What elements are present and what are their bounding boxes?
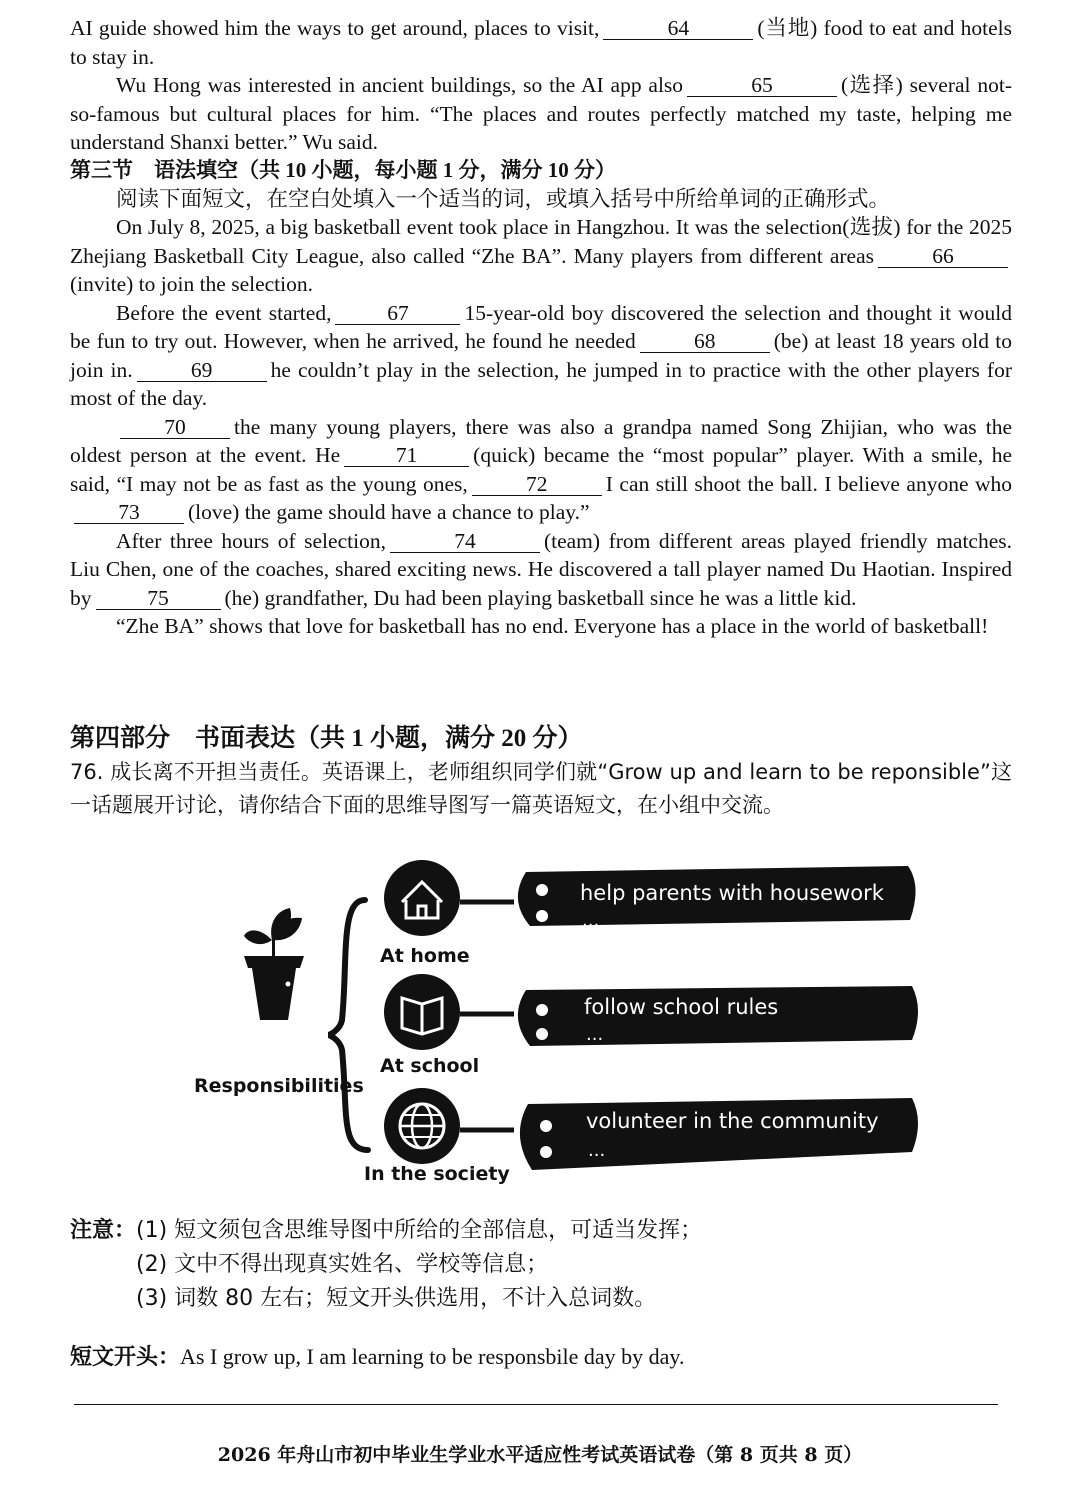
opening-text: As I grow up, I am learning to be responsbile day by day.: [180, 1344, 685, 1369]
blank-64[interactable]: 64: [603, 17, 753, 40]
item-school: follow school rules: [584, 995, 779, 1019]
passage-paragraph-2: Before the event started, 67 15-year-old boy discovered the selection and thought it would be fun to try out. However, when he arrived, he found he needed 68 (be) at least 18 years old to join in. 69 he couldn’t play in the selection, he jumped in to practice with the other players for most of the day.: [70, 300, 1012, 410]
blank-75[interactable]: 75: [96, 587, 221, 610]
branch-at-home: [380, 860, 916, 967]
note-2: (2) 文中不得出现真实姓名、学校等信息；: [136, 1252, 549, 1277]
mind-map-brace: [328, 900, 368, 1150]
blank-67[interactable]: 67: [335, 302, 460, 325]
part-4: [70, 722, 1012, 822]
blank-66[interactable]: 66: [878, 245, 1008, 268]
opening-label: 短文开头：: [70, 1345, 181, 1370]
item-society: volunteer in the community: [586, 1109, 879, 1133]
passage-paragraph-1: On July 8, 2025, a big basketball event took place in Hangzhou. It was the selection(选拔) for the 2025 Zhejiang Basketball City League, also called “Zhe BA”. Many players from different areas 66(invite) to join the selection.: [70, 215, 1012, 296]
section-3-instruction: 阅读下面短文，在空白处填入一个适当的词，或填入括号中所给单词的正确形式。: [116, 186, 891, 211]
writing-line[interactable]: [74, 1404, 998, 1405]
top-paragraph-1: AI guide showed him the ways to get around, places to visit, 64 (当地) food to eat and hotels to stay in.: [70, 16, 1012, 69]
house-icon: [384, 860, 460, 936]
branch-in-society: [364, 1088, 918, 1185]
more-home: ...: [582, 910, 600, 931]
part-4-title: 第四部分 书面表达（共 1 小题，满分 20 分）: [70, 725, 583, 752]
blank-70[interactable]: 70: [120, 416, 230, 439]
page-footer: 2026 年舟山市初中毕业生学业水平适应性考试英语试卷（第 8 页共 8 页）: [217, 1444, 863, 1466]
more-society: ...: [588, 1140, 606, 1161]
section-3-title: 第三节 语法填空（共 10 小题，每小题 1 分，满分 10 分）: [70, 158, 616, 182]
passage-paragraph-4: After three hours of selection, 74 (team) from different areas played friendly matches. Liu Chen, one of the coaches, shared exciting news. He discovered a tall player named Du Haotian. Inspired by 75 (he) grandfather, Du had been playing basketball since he was a little kid.: [70, 528, 1013, 610]
blank-65[interactable]: 65: [687, 74, 837, 97]
note-1: (1) 短文须包含思维导图中所给的全部信息，可适当发挥；: [136, 1218, 703, 1243]
branch-label-society: In the society: [364, 1163, 510, 1185]
top-passage: [70, 14, 1012, 157]
passage-paragraph-5: “Zhe BA” shows that love for basketball has no end. Everyone has a place in the world of basketball!: [116, 614, 989, 638]
top-paragraph-2: Wu Hong was interested in ancient buildings, so the AI app also 65 (选择) several not-so-famous but cultural places for him. “The places and routes perfectly matched my taste, helping me understand Shanxi better.” Wu said.: [70, 73, 1012, 154]
branch-label-home: At home: [380, 945, 470, 967]
branch-at-school: [380, 974, 918, 1077]
mind-map: [190, 850, 930, 1190]
notes-label: 注意：: [70, 1218, 137, 1243]
passage-paragraph-3: 70 the many young players, there was also a grandpa named Song Zhijian, who was the oldest person at the event. He 71 (quick) became the “most popular” player. With a smile, he said, “I may not be as fast as the young ones, 72 I can still shoot the ball. I believe anyone who73 (love) the game should have a chance to play.”: [70, 414, 1013, 524]
essay-opening: [70, 1340, 1012, 1371]
section-3: [70, 156, 1012, 641]
question-76: 76. 成长离不开担当责任。英语课上，老师组织同学们就“Grow up and learn to be reponsible”这一话题展开讨论，请你结合下面的思维导图写一篇英语短文，在小组中交流。: [70, 760, 1012, 817]
plant-pot-icon: [244, 908, 304, 1020]
blank-73[interactable]: 73: [74, 501, 184, 524]
blank-68[interactable]: 68: [640, 330, 770, 353]
more-school: ...: [586, 1024, 604, 1045]
note-3: (3) 词数 80 左右；短文开头供选用，不计入总词数。: [136, 1286, 657, 1311]
blank-71[interactable]: 71: [344, 444, 469, 467]
notes: [70, 1214, 1012, 1316]
item-home: help parents with housework: [580, 881, 884, 905]
blank-74[interactable]: 74: [390, 530, 540, 553]
blank-69[interactable]: 69: [137, 359, 267, 382]
mind-map-center-label: Responsibilities: [194, 1075, 364, 1097]
branch-label-school: At school: [380, 1055, 480, 1077]
blank-72[interactable]: 72: [472, 473, 602, 496]
